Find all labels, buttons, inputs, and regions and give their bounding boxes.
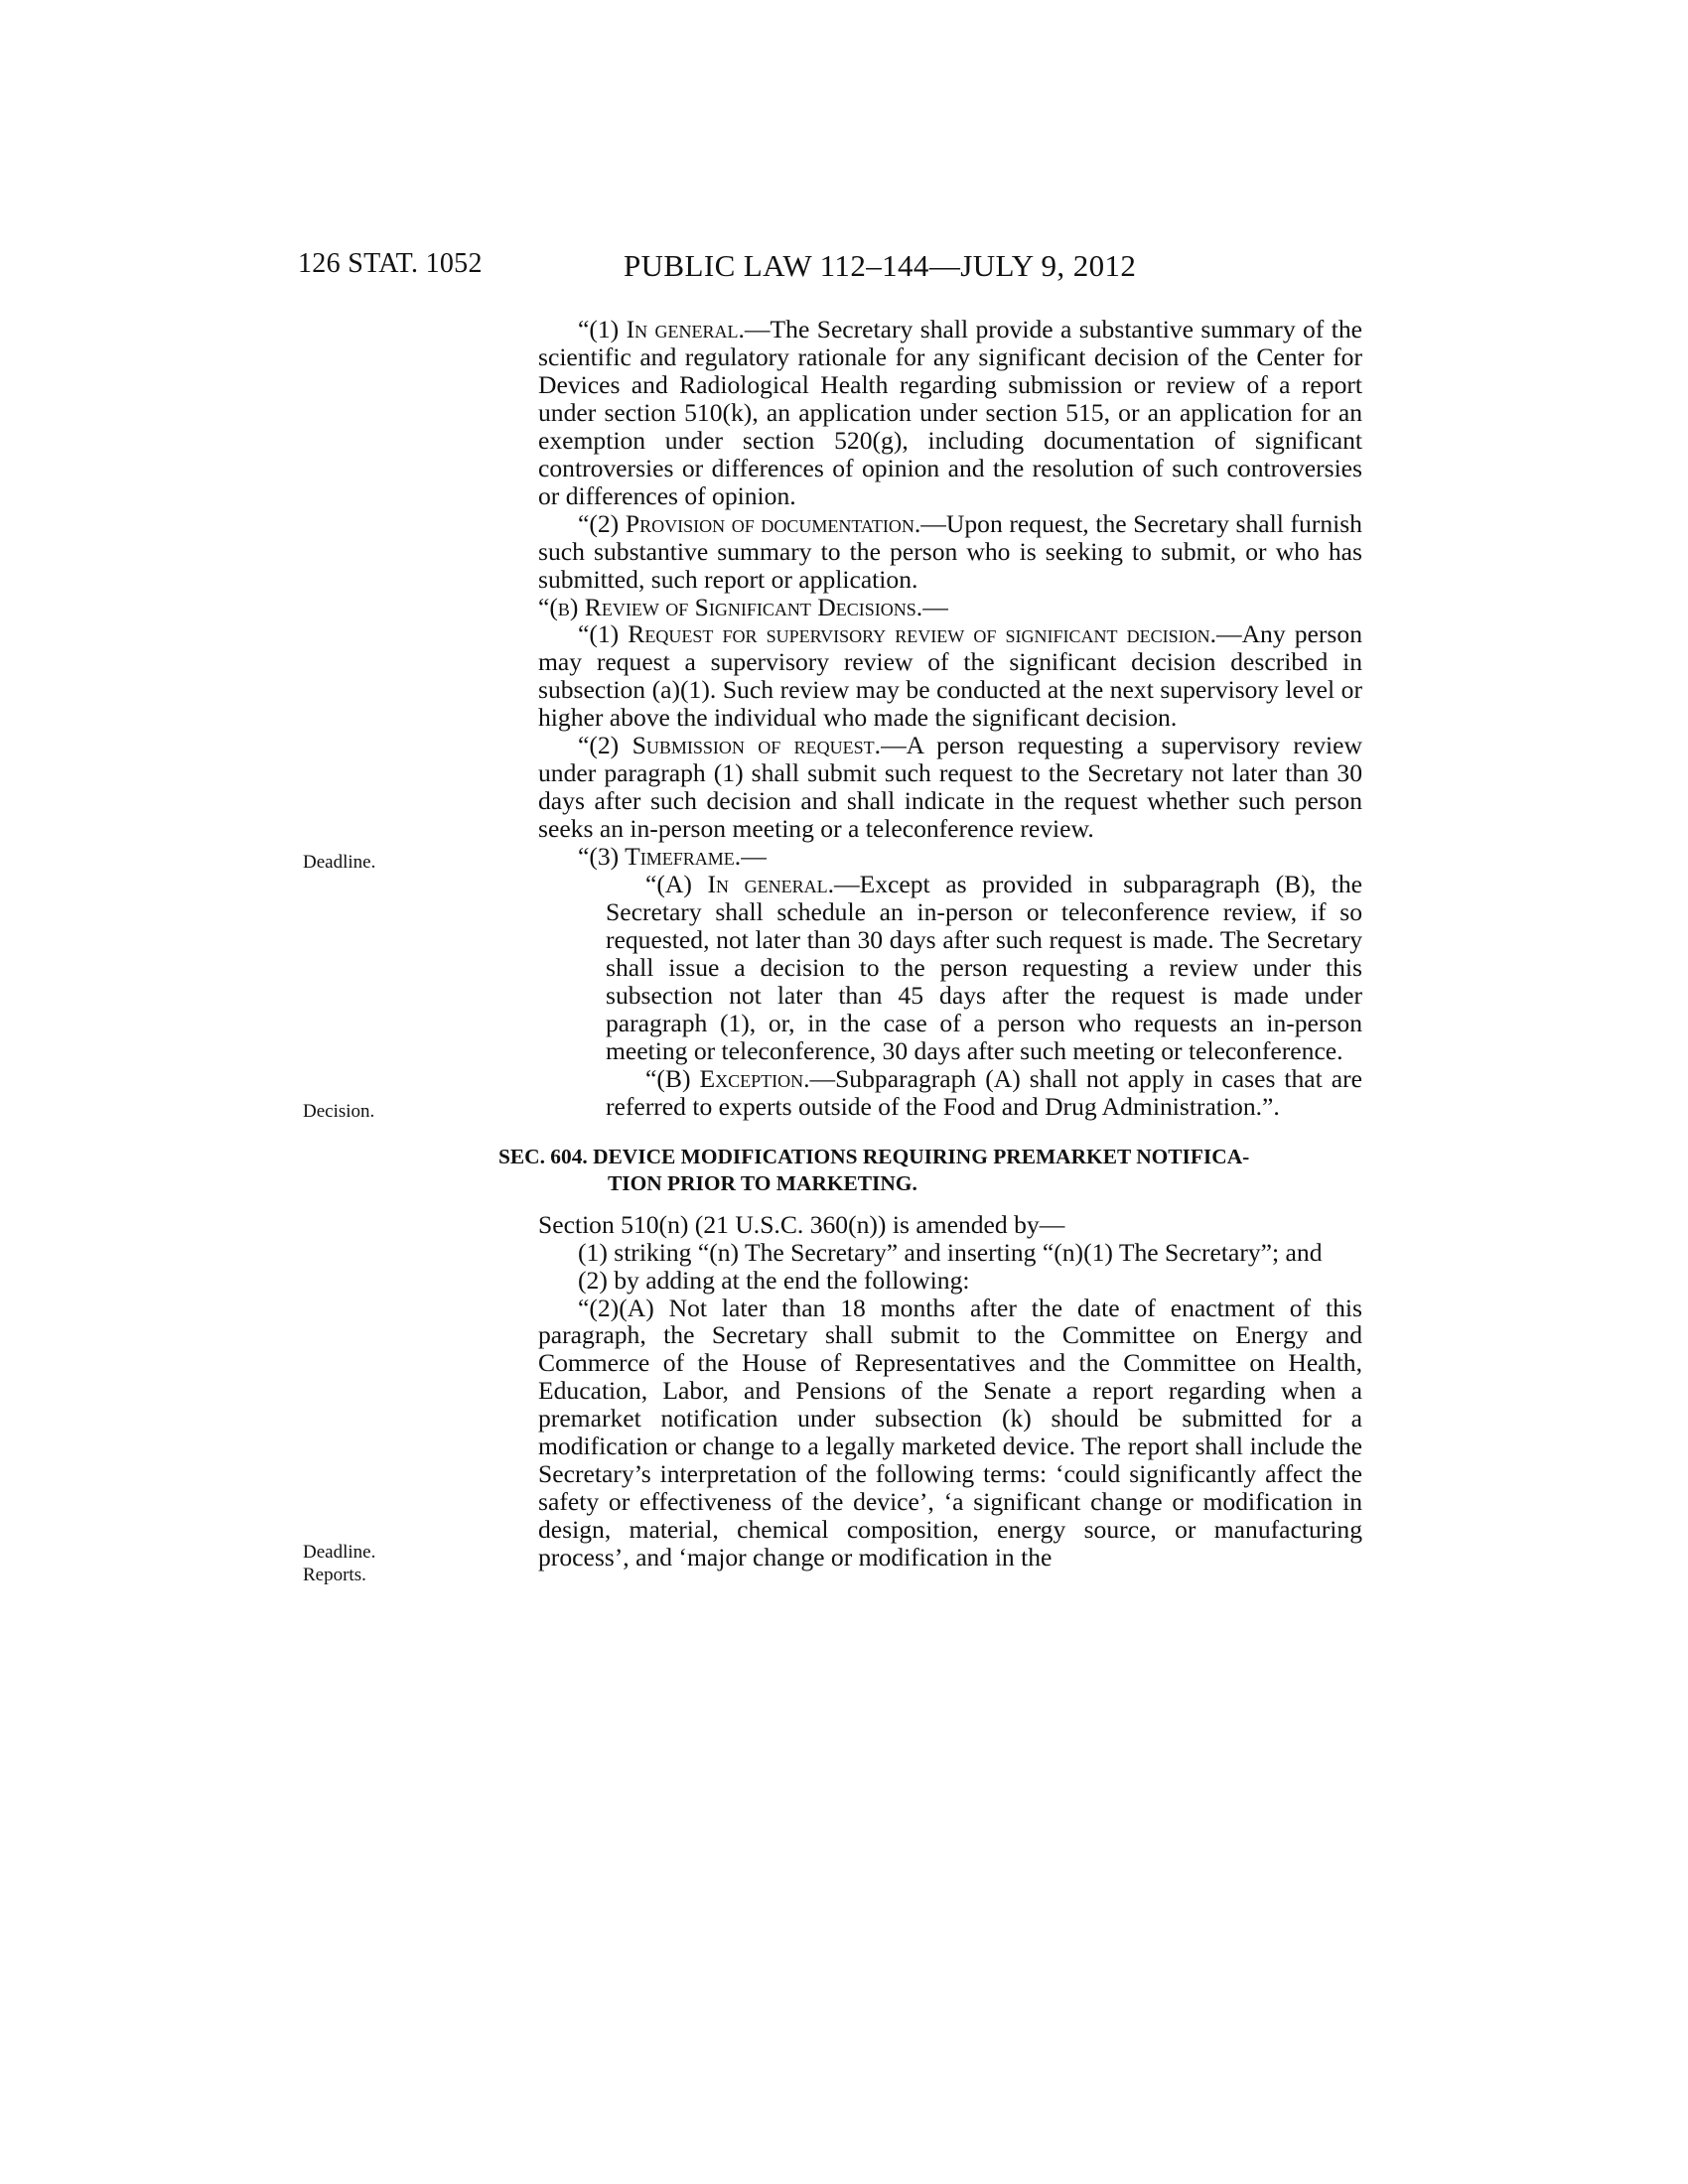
subsection-b-dash: — bbox=[922, 592, 948, 621]
paragraph-b1-text: —Any person may request a supervisory review of the significant decision described in subsection (a)(1). Such review may be conducted at the next supervisory level or higher above the individual who made the significant decision. bbox=[538, 619, 1362, 733]
section-604-title-line-2: TION PRIOR TO MARKETING. bbox=[608, 1170, 917, 1195]
paragraph-b3 bbox=[538, 843, 1362, 871]
margin-note-deadline-2: Deadline. bbox=[303, 1542, 376, 1563]
paragraph-b3-dash: — bbox=[741, 842, 767, 872]
section-604-clause-2: (2) by adding at the end the following: bbox=[578, 1265, 970, 1295]
paragraph-a2-heading: “(2) Provision of documentation. bbox=[578, 508, 921, 538]
body-text bbox=[498, 315, 1363, 1572]
section-604-title bbox=[498, 1144, 1362, 1197]
paragraph-a1-text: —The Secretary shall provide a substantive summary of the scientific and regulatory rationale for any significant decision of the Center for Devices and Radiological Health regarding submission or review of a report under section 510(k), an application under section 515, or an application for an exemption under section 520(g), including documentation of significant controversies or differences of opinion and the resolution of such controversies or differences of opinion. bbox=[538, 315, 1362, 510]
subparagraph-b3b bbox=[606, 1065, 1362, 1121]
subparagraph-b3b-heading: “(B) Exception. bbox=[645, 1063, 810, 1093]
section-604-clause-1: (1) striking “(n) The Secretary” and inserting “(n)(1) The Secretary”; and bbox=[578, 1237, 1323, 1267]
paragraph-b3-heading: “(3) Timeframe. bbox=[578, 842, 742, 872]
section-604-title-line-1: SEC. 604. DEVICE MODIFICATIONS REQUIRING PREMARKET NOTIFICA- bbox=[498, 1144, 1250, 1168]
subparagraph-b3a-heading: “(A) In general. bbox=[645, 870, 834, 899]
public-law-heading: PUBLIC LAW 112–144—JULY 9, 2012 bbox=[624, 248, 1137, 283]
paragraph-b2-text: —A person requesting a supervisory review under paragraph (1) shall submit such request to the Secretary not later than 30 days after such decision and shall indicate in the request whether such person seeks an in-person meeting or a teleconference review. bbox=[538, 731, 1363, 844]
subsection-b-heading: “(b) Review of Significant Decisions. bbox=[538, 592, 923, 621]
subsection-b bbox=[538, 594, 1362, 621]
statute-page-number: 126 STAT. 1052 bbox=[298, 248, 483, 279]
subparagraph-b3a-text: —Except as provided in subparagraph (B), the Secretary shall schedule an in-person or teleconference review, if so requested, not later than 30 days after such request is made. The Secretary shall issue a decision to the person requesting a review under this subsection not later than 45 days after the request is made under paragraph (1), or, in the case of a person who requests an in-person meeting or teleconference, 30 days after such meeting or teleconference. bbox=[606, 870, 1362, 1065]
paragraph-b1 bbox=[538, 620, 1362, 732]
paragraph-a2-text: —Upon request, the Secretary shall furnish such substantive summary to the person who is seeking to submit, or who has submitted, such report or application. bbox=[538, 508, 1362, 594]
paragraph-b1-heading: “(1) Request for supervisory review of significant decision. bbox=[578, 619, 1216, 649]
margin-note-decision: Decision. bbox=[303, 1101, 375, 1122]
margin-note-reports: Reports. bbox=[303, 1565, 366, 1585]
paragraph-a1 bbox=[538, 316, 1362, 510]
paragraph-b2-heading: “(2) Submission of request. bbox=[578, 731, 882, 760]
section-604-paragraph-2a: “(2)(A) Not later than 18 months after the date of enactment of this paragraph, the Secretary shall submit to the Committee on Energy and Commerce of the House of Representatives and the Committee on Health, Education, Labor, and Pensions of the Senate a report regarding when a premarket notification under subsection (k) should be submitted for a modification or change to a legally marketed device. The report shall include the Secretary’s interpretation of the following terms: ‘could significantly affect the safety or effectiveness of the device’, ‘a significant change or modification in design, material, chemical composition, energy source, or manufacturing process’, and ‘major change or modification in the bbox=[538, 1293, 1362, 1572]
section-604-intro: Section 510(n) (21 U.S.C. 360(n)) is amended by— bbox=[538, 1209, 1065, 1239]
paragraph-b2 bbox=[538, 732, 1362, 843]
margin-note-deadline: Deadline. bbox=[303, 852, 376, 873]
subparagraph-b3a bbox=[606, 871, 1362, 1065]
subparagraph-b3b-text: —Subparagraph (A) shall not apply in cases that are referred to experts outside of the Food and Drug Administration.”. bbox=[606, 1063, 1362, 1121]
paragraph-a1-heading: “(1) In general. bbox=[578, 315, 745, 343]
paragraph-a2 bbox=[538, 510, 1362, 594]
